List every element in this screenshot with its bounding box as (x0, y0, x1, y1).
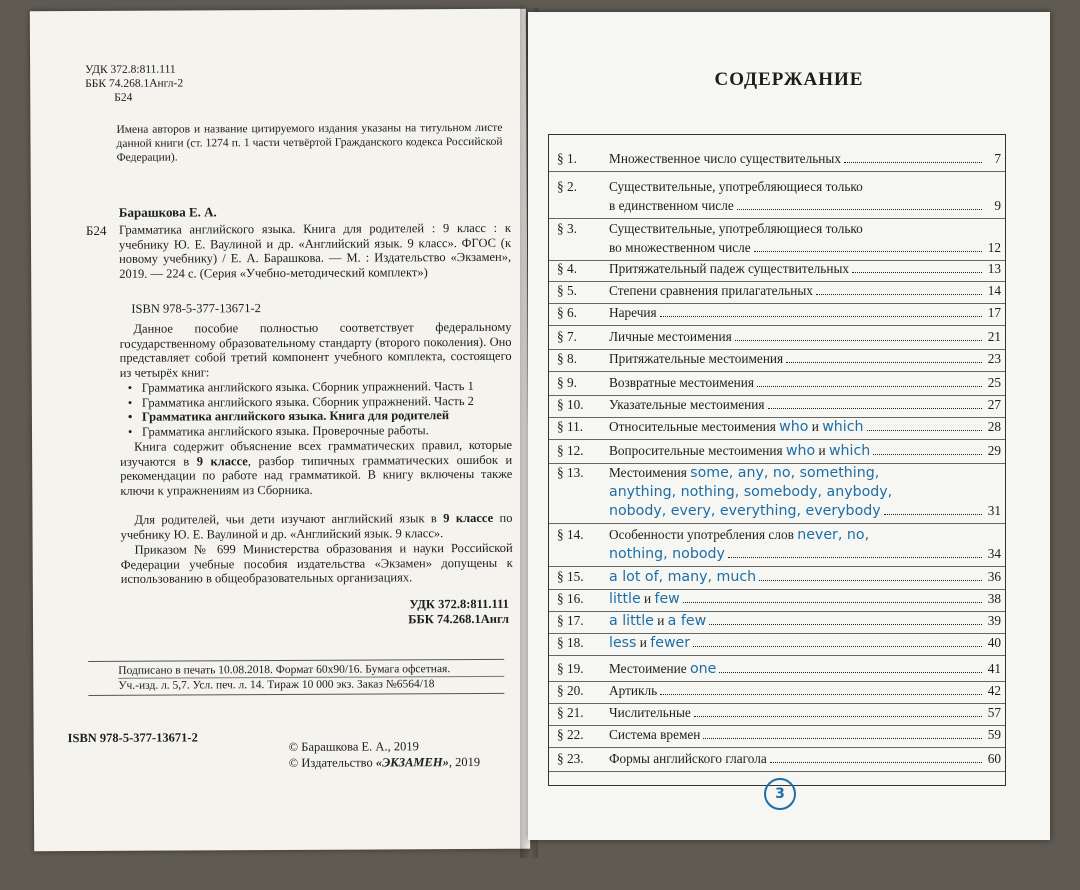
toc-page-number: 36 (987, 569, 1001, 584)
toc-text: Возвратные местоимения (609, 375, 754, 390)
udk-bold: УДК 372.8:811.111 (409, 596, 509, 612)
catalog-code-2: Б24 (85, 222, 107, 239)
toc-entry-text (609, 419, 1001, 438)
toc-entry-number: § 19. (557, 661, 584, 676)
toc-leader-dots (728, 557, 982, 558)
toc-entry-number: § 20. (557, 683, 584, 698)
english-term: one (689, 661, 717, 677)
toc-entry-text (609, 705, 1001, 724)
toc-entry-text (609, 221, 1001, 259)
toc-text: Вопросительные местоимения (609, 443, 786, 458)
toc-page-number: 38 (987, 591, 1001, 606)
english-term: few (654, 591, 680, 607)
toc-entry-number: § 11. (557, 419, 584, 434)
toc-page-number: 42 (987, 683, 1001, 698)
toc-text: Числительные (609, 705, 691, 720)
toc-separator (549, 566, 1005, 567)
toc-leader-dots (735, 340, 982, 341)
print-info-1: Подписано в печать 10.08.2018. Формат 60x90/16. Бумага офсетная. (118, 663, 451, 677)
english-term: which (822, 419, 864, 435)
toc-entry-text (609, 443, 1001, 462)
toc-page-number: 40 (987, 635, 1001, 650)
toc-page-number: 17 (987, 305, 1001, 320)
toc-text: Особенности употребления слов (609, 527, 798, 542)
bbk-bold: ББК 74.268.1Англ (408, 611, 510, 627)
description-1: Данное пособие полностью соответствует федеральному государственному образовательному стандарту (второго поколения). Оно представляет собой третий компонент учебного комплекта, состоящего из четырёх книг: (119, 319, 512, 380)
english-term: nothing, nobody (609, 546, 725, 562)
toc-separator (549, 395, 1005, 396)
toc-entry-number: § 3. (557, 221, 577, 236)
toc-leader-dots (786, 362, 982, 363)
toc-leader-dots (757, 386, 982, 387)
toc-leader-dots (873, 454, 982, 455)
english-term: a few (667, 613, 707, 629)
catalog-code: Б24 (114, 91, 133, 104)
english-term: nobody, every, everything, everybody (609, 503, 881, 519)
right-page (528, 12, 1050, 840)
english-term: less (609, 635, 637, 651)
toc-entry-text (609, 591, 1001, 610)
copyright-notice: Имена авторов и название цитируемого издания указаны на титульном листе данной книги (ст. 1274 п. 1 части четвёртой Гражданского кодекса Российской Федерации). (116, 121, 503, 164)
toc-entry-number: § 15. (557, 569, 584, 584)
toc-leader-dots (754, 251, 982, 252)
toc-text: и (815, 443, 829, 458)
toc-text: Степени сравнения прилагательных (609, 283, 813, 298)
toc-entry-number: § 9. (557, 375, 577, 390)
bibliographic-record: Грамматика английского языка. Книга для родителей : 9 класс : к учебнику Ю. Е. Ваулиной и др. «Английский язык. 9 класс». ФГОС (к новому учебнику) / Е. А. Барашкова. — М. : Издательство «Экзамен», 2019. — 224 с. (Серия «Учебно-методический комплект») (118, 220, 512, 281)
toc-page-number: 41 (987, 661, 1001, 676)
toc-page-number: 59 (987, 727, 1001, 742)
toc-leader-dots (660, 316, 982, 317)
toc-entry-number: § 23. (557, 751, 584, 766)
toc-page-number: 21 (987, 329, 1001, 344)
toc-entry-text (609, 283, 1001, 302)
author-name: Барашкова Е. А. (118, 204, 217, 220)
toc-entry-number: § 10. (557, 397, 584, 412)
toc-page-number: 13 (987, 261, 1001, 276)
toc-leader-dots (709, 624, 982, 625)
toc-separator (549, 303, 1005, 304)
toc-page-number: 25 (987, 375, 1001, 390)
toc-entry-number: § 12. (557, 443, 584, 458)
english-term: fewer (650, 635, 691, 651)
book-item: • Грамматика английского языка. Сборник упражнений. Часть 2 (142, 393, 512, 410)
toc-page-number: 7 (994, 151, 1001, 166)
toc-entry-number: § 5. (557, 283, 577, 298)
english-term: who (779, 419, 809, 435)
toc-text: Местоимения (609, 465, 691, 480)
toc-entry-text (609, 751, 1001, 770)
toc-separator (549, 439, 1005, 440)
book-item: • Грамматика английского языка. Проверочные работы. (142, 423, 512, 440)
isbn-bottom: ISBN 978-5-377-13671-2 (67, 730, 198, 746)
toc-separator (549, 463, 1005, 464)
toc-separator (549, 417, 1005, 418)
toc-entry-text (609, 613, 1001, 632)
toc-leader-dots (884, 514, 982, 515)
toc-text: Существительные, употребляющиеся только (609, 221, 863, 236)
toc-separator (549, 655, 1005, 656)
toc-entry-number: § 6. (557, 305, 577, 320)
toc-entry-text (609, 465, 1001, 522)
toc-entry-text (609, 727, 1001, 746)
toc-leader-dots (660, 694, 982, 695)
toc-leader-dots (844, 162, 982, 163)
print-info-2: Уч.-изд. л. 5,7. Усл. печ. л. 14. Тираж 10 000 экз. Заказ №6564/18 (118, 676, 504, 693)
toc-page-number: 27 (987, 397, 1001, 412)
toc-separator (549, 281, 1005, 282)
toc-text: Система времен (609, 727, 701, 742)
toc-text: Множественное число существительных (609, 151, 841, 166)
toc-entry-text (609, 683, 1001, 702)
toc-entry-number: § 17. (557, 613, 584, 628)
english-term: who (785, 443, 816, 459)
toc-page-number: 28 (987, 419, 1001, 434)
english-term: little (609, 591, 641, 607)
toc-separator (549, 523, 1005, 524)
toc-entry-text (609, 261, 1001, 280)
bbk-code: ББК 74.268.1Англ-2 (85, 77, 184, 91)
toc-separator (549, 325, 1005, 326)
toc-entry-text (609, 569, 1001, 588)
toc-leader-dots (867, 430, 982, 431)
copyright-author: © Барашкова Е. А., 2019 (288, 739, 419, 754)
english-term: never, no, (797, 527, 870, 543)
toc-text: и (636, 635, 651, 650)
toc-leader-dots (852, 272, 982, 273)
toc-text: в единственном числе (609, 198, 734, 213)
toc-entry-number: § 7. (557, 329, 577, 344)
description-4: Приказом № 699 Министерства образования и науки Российской Федерации учебные пособия издательства «Экзамен» допущены к использованию в общеобразовательных организациях. (120, 540, 513, 587)
toc-entry-text (609, 305, 1001, 324)
toc-entry-text (609, 329, 1001, 348)
toc-separator (549, 681, 1005, 682)
toc-entry-text (609, 527, 1001, 565)
print-info-box (88, 659, 504, 696)
toc-entry-text (609, 179, 1001, 217)
toc-leader-dots (770, 762, 982, 763)
toc-separator (549, 218, 1005, 219)
toc-leader-dots (683, 602, 982, 603)
toc-text: и (640, 591, 655, 606)
toc-page-number: 23 (987, 351, 1001, 366)
toc-entry-text (609, 661, 1001, 680)
toc-entry-number: § 21. (557, 705, 584, 720)
page-number: 3 (764, 778, 796, 810)
toc-text: Существительные, употребляющиеся только (609, 179, 863, 194)
toc-leader-dots (719, 672, 982, 673)
english-term: a lot of, many, much (609, 569, 757, 585)
toc-title: СОДЕРЖАНИЕ (714, 69, 864, 90)
toc-page-number: 57 (987, 705, 1001, 720)
toc-text: Личные местоимения (609, 329, 732, 344)
toc-page-number: 31 (987, 503, 1001, 518)
toc-entry-text (609, 635, 1001, 654)
toc-entry-text (609, 375, 1001, 394)
toc-entry-number: § 8. (557, 351, 577, 366)
description-3: Для родителей, чьи дети изучают английский язык в 9 классе по учебнику Ю. Е. Ваулиной и др. «Английский язык. 9 класс». (120, 510, 513, 542)
left-page (30, 9, 530, 852)
toc-separator (549, 171, 1005, 172)
english-term: anything, nothing, somebody, anybody, (609, 484, 893, 500)
toc-entry-number: § 16. (557, 591, 584, 606)
udk-code: УДК 372.8:811.111 (85, 63, 176, 77)
toc-page-number: 60 (987, 751, 1001, 766)
toc-separator (549, 589, 1005, 590)
toc-page-number: 34 (987, 546, 1001, 561)
toc-leader-dots (759, 580, 982, 581)
toc-entry-number: § 4. (557, 261, 577, 276)
toc-text: Притяжательные местоимения (609, 351, 784, 366)
english-term: a little (609, 613, 654, 629)
toc-text: Указательные местоимения (609, 397, 765, 412)
english-term: some, any, no, something, (690, 465, 880, 481)
toc-separator (549, 771, 1005, 772)
toc-text: Наречия (609, 305, 657, 320)
toc-entry-number: § 13. (557, 465, 584, 480)
toc-text: Артикль (609, 683, 658, 698)
english-term: which (828, 443, 871, 459)
copyright-publisher: © Издательство «ЭКЗАМЕН», 2019 (288, 754, 481, 770)
toc-separator (549, 371, 1005, 372)
toc-text: во множественном числе (609, 240, 751, 255)
toc-entry-number: § 2. (557, 179, 577, 194)
toc-text: и (653, 613, 668, 628)
toc-entry-number: § 18. (557, 635, 584, 650)
toc-text: Относительные местоимения (609, 419, 780, 434)
toc-entry-number: § 14. (557, 527, 584, 542)
toc-separator (549, 747, 1005, 748)
toc-text: и (808, 419, 823, 434)
toc-text: Местоимение (609, 661, 690, 676)
toc-text: Формы английского глагола (609, 751, 767, 766)
books-list (120, 379, 512, 439)
toc-entry-text (609, 151, 1001, 170)
toc-separator (549, 611, 1005, 612)
toc-box (548, 134, 1006, 786)
description-2: Книга содержит объяснение всех грамматических правил, которые изучаются в 9 классе, разбор типичных грамматических ошибок и рекомендации по работе над грамматикой. В книгу включены также ключи к упражнениям из Сборника. (120, 437, 513, 498)
toc-page-number: 14 (987, 283, 1001, 298)
toc-separator (549, 703, 1005, 704)
isbn-record: ISBN 978-5-377-13671-2 (131, 301, 261, 316)
toc-page-number: 39 (987, 613, 1001, 628)
toc-page-number: 12 (987, 240, 1001, 255)
toc-leader-dots (737, 209, 982, 210)
toc-leader-dots (693, 646, 982, 647)
toc-leader-dots (694, 716, 982, 717)
toc-leader-dots (816, 294, 982, 295)
book-item: • Грамматика английского языка. Книга для родителей (142, 408, 512, 425)
toc-entry-text (609, 351, 1001, 370)
toc-leader-dots (768, 408, 982, 409)
toc-text: Притяжательный падеж существительных (609, 261, 850, 276)
toc-leader-dots (703, 738, 982, 739)
toc-page-number: 29 (987, 443, 1001, 458)
toc-separator (549, 633, 1005, 634)
toc-page-number: 9 (994, 198, 1001, 213)
toc-entry-number: § 22. (557, 727, 584, 742)
toc-entry-text (609, 397, 1001, 416)
toc-separator (549, 725, 1005, 726)
book-item: • Грамматика английского языка. Сборник упражнений. Часть 1 (142, 379, 512, 396)
toc-separator (549, 349, 1005, 350)
toc-entry-number: § 1. (557, 151, 577, 166)
